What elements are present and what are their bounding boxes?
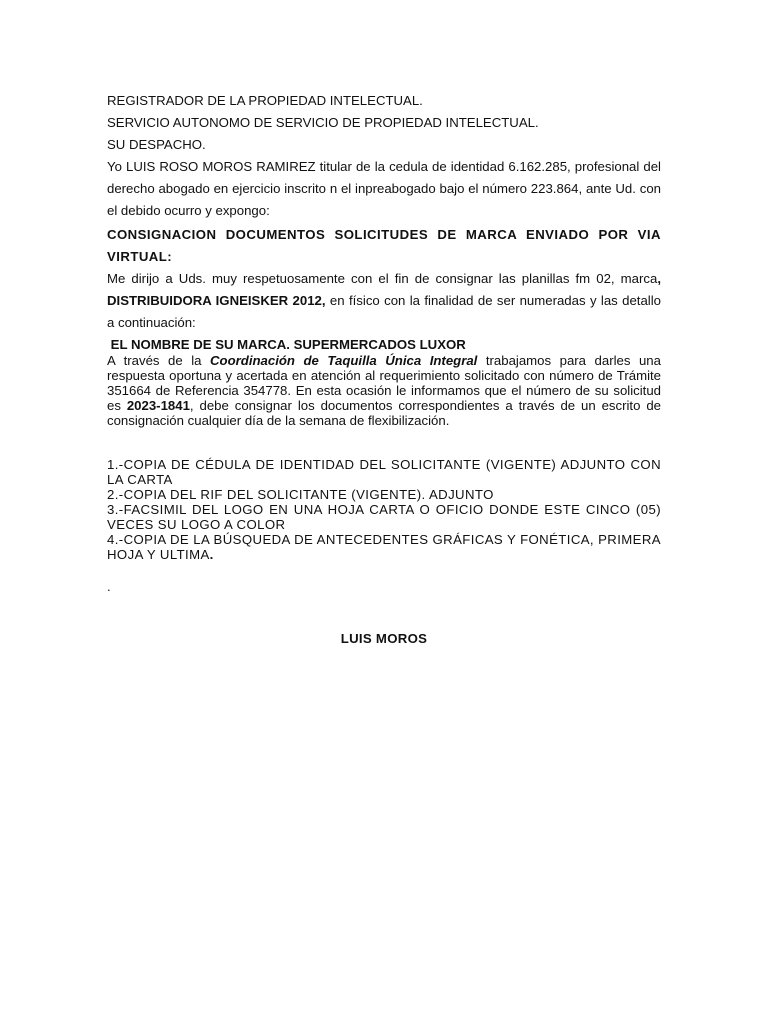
intro-paragraph: Yo LUIS ROSO MOROS RAMIREZ titular de la cedula de identidad 6.162.285, profesional del derecho abogado en ejercicio inscrito n el inpreabogado bajo el número 223.864, ante Ud. con el debido ocurro y expongo:: [107, 159, 661, 218]
brand-name-line: EL NOMBRE DE SU MARCA. SUPERMERCADOS LUXOR: [107, 337, 466, 352]
list-item-4-text: 4.-COPIA DE LA BÚSQUEDA DE ANTECEDENTES GRÁFICAS Y FONÉTICA, PRIMERA HOJA Y ULTIMA: [107, 532, 661, 562]
notice-request-number: 2023-1841: [126, 398, 190, 413]
list-item: 1.-COPIA DE CÉDULA DE IDENTIDAD DEL SOLICITANTE (VIGENTE) ADJUNTO CON LA CARTA: [107, 457, 661, 487]
signature-name: LUIS MOROS: [340, 631, 428, 646]
requirements-list: [107, 457, 661, 562]
body-text-start: Me dirijo a Uds. muy respetuosamente con el fin de consignar las planillas fm 02, marca: [107, 271, 658, 286]
list-item: [107, 532, 661, 562]
notice-text-3: , debe consignar los documentos correspondientes a través de un escrito de consignación cualquier día de la semana de flexibilización.: [107, 398, 662, 428]
list-item: 2.-COPIA DEL RIF DEL SOLICITANTE (VIGENTE). ADJUNTO: [107, 487, 494, 502]
addressee-line-2: SERVICIO AUTONOMO DE SERVICIO DE PROPIEDAD INTELECTUAL.: [107, 115, 539, 130]
letter-body: [107, 90, 661, 594]
notice-text-2: trabajamos para darles una respuesta oportuna y acertada en atención al requerimiento solicitado con número de Trámite 351664 de Referencia 354778. En esta ocasión le informamos que el número de su solicitud es: [107, 353, 661, 413]
notice-text-1: A través de la: [107, 353, 210, 368]
body-text-end: en físico con la finalidad de ser numeradas y las detallo a continuación:: [107, 293, 661, 330]
body-paragraph: [107, 268, 661, 334]
notice-paragraph: [107, 353, 661, 428]
list-item-4-period: .: [209, 547, 214, 562]
addressee-line-1: REGISTRADOR DE LA PROPIEDAD INTELECTUAL.: [107, 93, 423, 108]
notice-office-name: Coordinación de Taquilla Única Integral: [210, 353, 478, 368]
list-item: 3.-FACSIMIL DEL LOGO EN UNA HOJA CARTA O OFICIO DONDE ESTE CINCO (05) VECES SU LOGO A COLOR: [107, 502, 661, 532]
brand-company-name: , DISTRIBUIDORA IGNEISKER 2012,: [107, 271, 661, 308]
subject-heading: CONSIGNACION DOCUMENTOS SOLICITUDES DE MARCA ENVIADO POR VIA VIRTUAL:: [107, 227, 661, 264]
addressee-line-3: SU DESPACHO.: [107, 137, 206, 152]
stray-period: .: [107, 579, 111, 594]
